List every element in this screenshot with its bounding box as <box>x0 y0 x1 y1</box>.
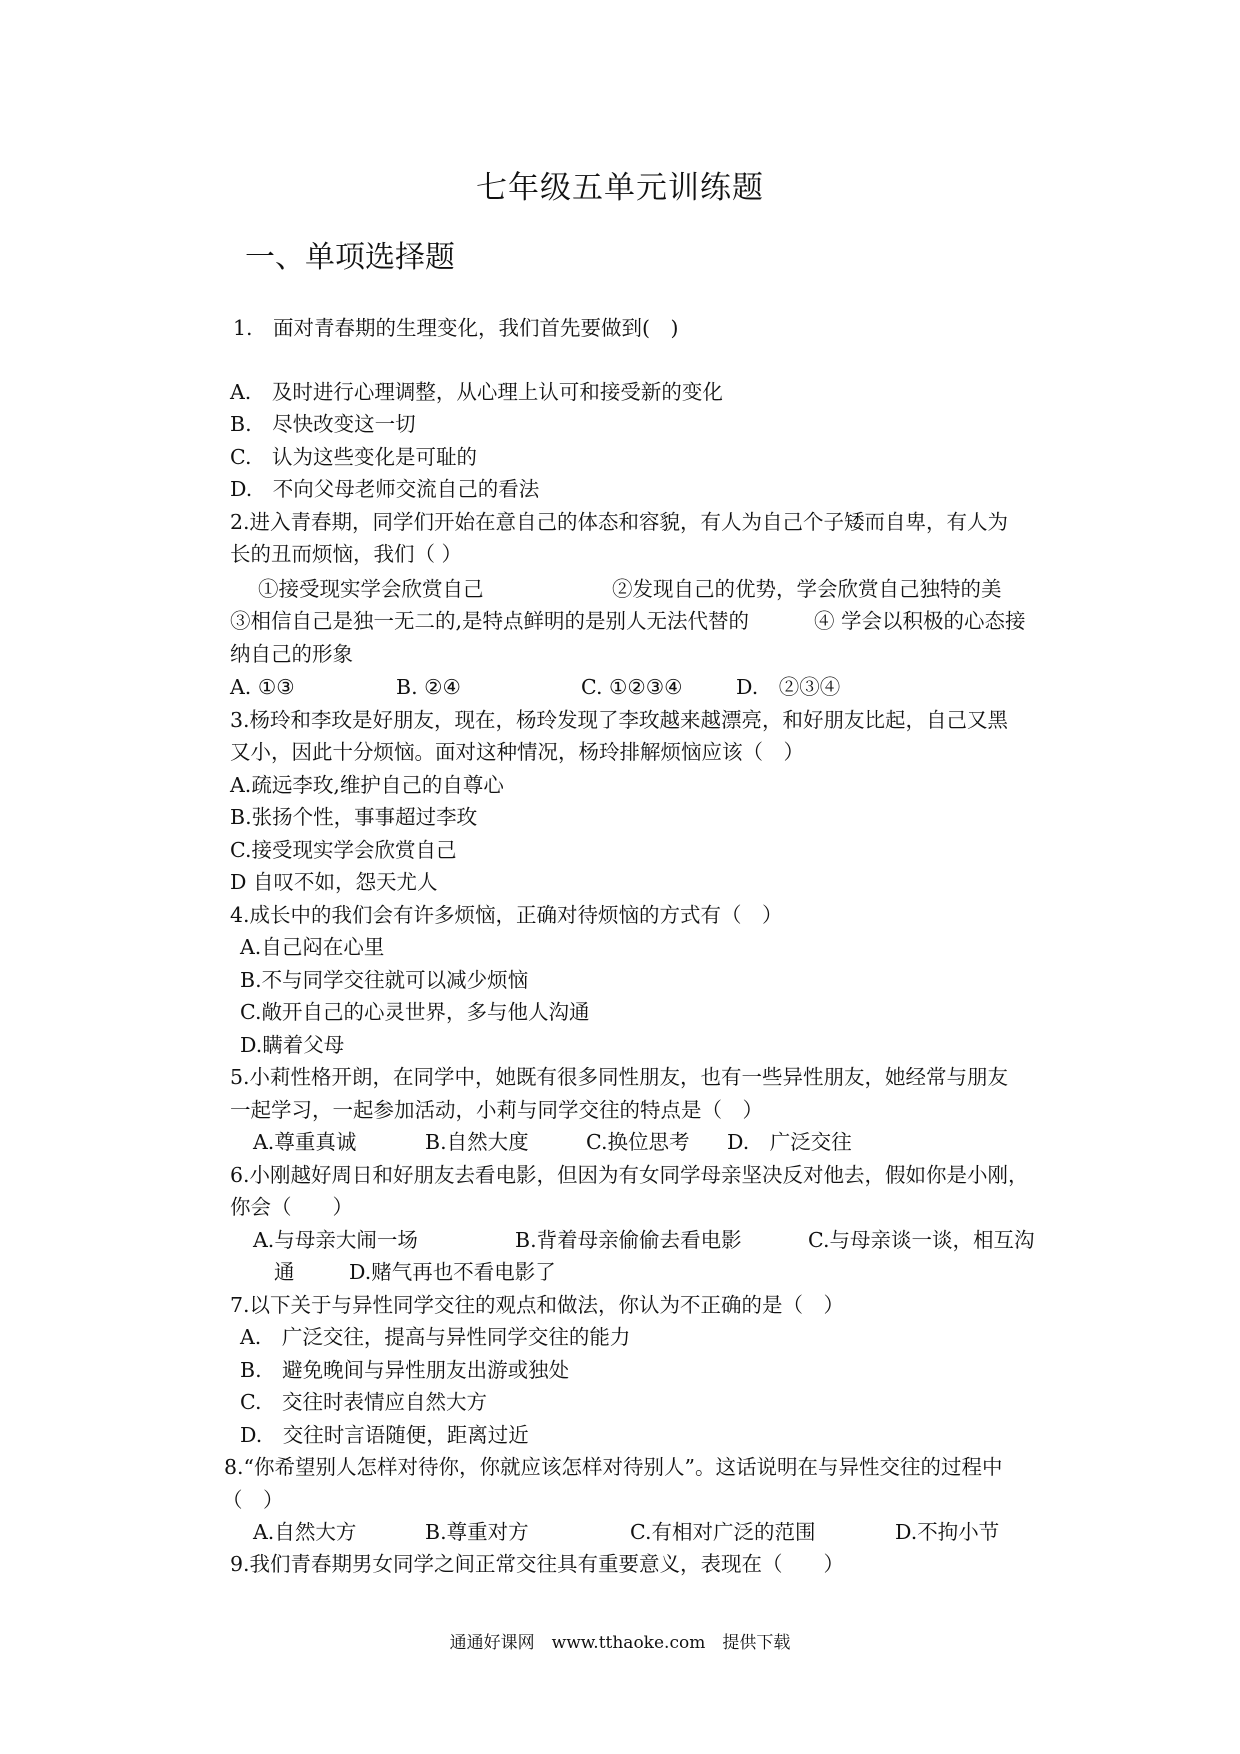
question-3-option-a: A.疏远李玫,维护自己的自尊心 <box>230 773 504 797</box>
question-6-option-c-continued: 通 <box>274 1260 295 1284</box>
section-heading: 一、单项选择题 <box>245 240 455 275</box>
page-footer: 通通好课网 www.tthaoke.com 提供下载 <box>449 1633 791 1653</box>
question-8-option-d: D.不拘小节 <box>895 1520 1000 1544</box>
question-8-stem-line-2: （ ） <box>222 1488 284 1512</box>
question-8-option-a: A.自然大方 <box>253 1520 357 1544</box>
question-6-option-a: A.与母亲大闹一场 <box>253 1228 418 1252</box>
question-7-option-c: C. 交往时表情应自然大方 <box>240 1390 487 1414</box>
question-5-option-d: D. 广泛交往 <box>727 1130 852 1154</box>
question-2-option-d: D. ②③④ <box>736 675 841 699</box>
question-7-stem: 7.以下关于与异性同学交往的观点和做法，你认为不正确的是（ ） <box>230 1293 845 1317</box>
question-2-option-a: A. ①③ <box>230 675 295 699</box>
question-8-option-b: B.尊重对方 <box>425 1520 529 1544</box>
question-3-option-d: D 自叹不如，怨天尤人 <box>230 870 438 894</box>
page-title: 七年级五单元训练题 <box>476 170 764 206</box>
question-3-stem-line-1: 3.杨玲和李玫是好朋友，现在，杨玲发现了李玫越来越漂亮，和好朋友比起，自己又黑 <box>230 708 1009 732</box>
question-3-option-b: B.张扬个性，事事超过李玫 <box>230 805 478 829</box>
question-2-stem-line-1: 2.进入青春期，同学们开始在意自己的体态和容貌，有人为自己个子矮而自卑，有人为 <box>230 510 1009 534</box>
question-7-option-a: A. 广泛交往，提高与异性同学交往的能力 <box>240 1325 631 1349</box>
question-1-option-d: D. 不向父母老师交流自己的看法 <box>230 477 540 501</box>
question-2-option-c: C. ①②③④ <box>581 675 683 699</box>
question-1-option-a: A. 及时进行心理调整，从心理上认可和接受新的变化 <box>230 380 723 404</box>
question-5-option-c: C.换位思考 <box>586 1130 690 1154</box>
question-2-item-4-continued: 纳自己的形象 <box>230 642 353 666</box>
question-4-option-b: B.不与同学交往就可以减少烦恼 <box>240 968 529 992</box>
question-2-item-1: ①接受现实学会欣赏自己 <box>258 577 484 601</box>
question-8-option-c: C.有相对广泛的范围 <box>630 1520 816 1544</box>
question-5-option-a: A.尊重真诚 <box>253 1130 357 1154</box>
question-1-option-c: C. 认为这些变化是可耻的 <box>230 445 477 469</box>
question-6-option-d: D.赌气再也不看电影了 <box>349 1260 556 1284</box>
question-4-stem: 4.成长中的我们会有许多烦恼，正确对待烦恼的方式有（ ） <box>230 903 783 927</box>
question-3-option-c: C.接受现实学会欣赏自己 <box>230 838 457 862</box>
question-1-option-b: B. 尽快改变这一切 <box>230 412 416 436</box>
question-2-item-4: ④ 学会以积极的心态接 <box>814 609 1026 633</box>
question-6-stem-line-2: 你会（ ） <box>230 1195 353 1219</box>
question-6-stem-line-1: 6.小刚越好周日和好朋友去看电影，但因为有女同学母亲坚决反对他去，假如你是小刚， <box>230 1163 1029 1187</box>
question-5-stem-line-1: 5.小莉性格开朗，在同学中，她既有很多同性朋友，也有一些异性朋友，她经常与朋友 <box>230 1065 1009 1089</box>
question-6-option-c: C.与母亲谈一谈，相互沟 <box>808 1228 1035 1252</box>
question-7-option-b: B. 避免晚间与异性朋友出游或独处 <box>240 1358 570 1382</box>
question-5-stem-line-2: 一起学习，一起参加活动，小莉与同学交往的特点是（ ） <box>230 1098 763 1122</box>
question-1-stem: 1. 面对青春期的生理变化，我们首先要做到( ) <box>233 316 679 340</box>
question-2-option-b: B. ②④ <box>396 675 461 699</box>
question-2-stem-line-2: 长的丑而烦恼，我们（ ） <box>230 542 463 566</box>
question-4-option-a: A.自己闷在心里 <box>240 935 385 959</box>
question-3-stem-line-2: 又小，因此十分烦恼。面对这种情况，杨玲排解烦恼应该（ ） <box>230 740 804 764</box>
question-9-stem: 9.我们青春期男女同学之间正常交往具有重要意义，表现在（ ） <box>230 1552 845 1576</box>
question-5-option-b: B.自然大度 <box>425 1130 529 1154</box>
question-6-option-b: B.背着母亲偷偷去看电影 <box>515 1228 742 1252</box>
question-2-item-2: ②发现自己的优势，学会欣赏自己独特的美 <box>612 577 1002 601</box>
question-4-option-d: D.瞒着父母 <box>240 1033 345 1057</box>
question-8-stem-line-1: 8.“你希望别人怎样对待你，你就应该怎样对待别人”。这话说明在与异性交往的过程中 <box>224 1455 1003 1479</box>
question-2-item-3: ③相信自己是独一无二的,是特点鲜明的是别人无法代替的 <box>230 609 750 633</box>
question-4-option-c: C.敞开自己的心灵世界，多与他人沟通 <box>240 1000 590 1024</box>
question-7-option-d: D. 交往时言语随便，距离过近 <box>240 1423 529 1447</box>
